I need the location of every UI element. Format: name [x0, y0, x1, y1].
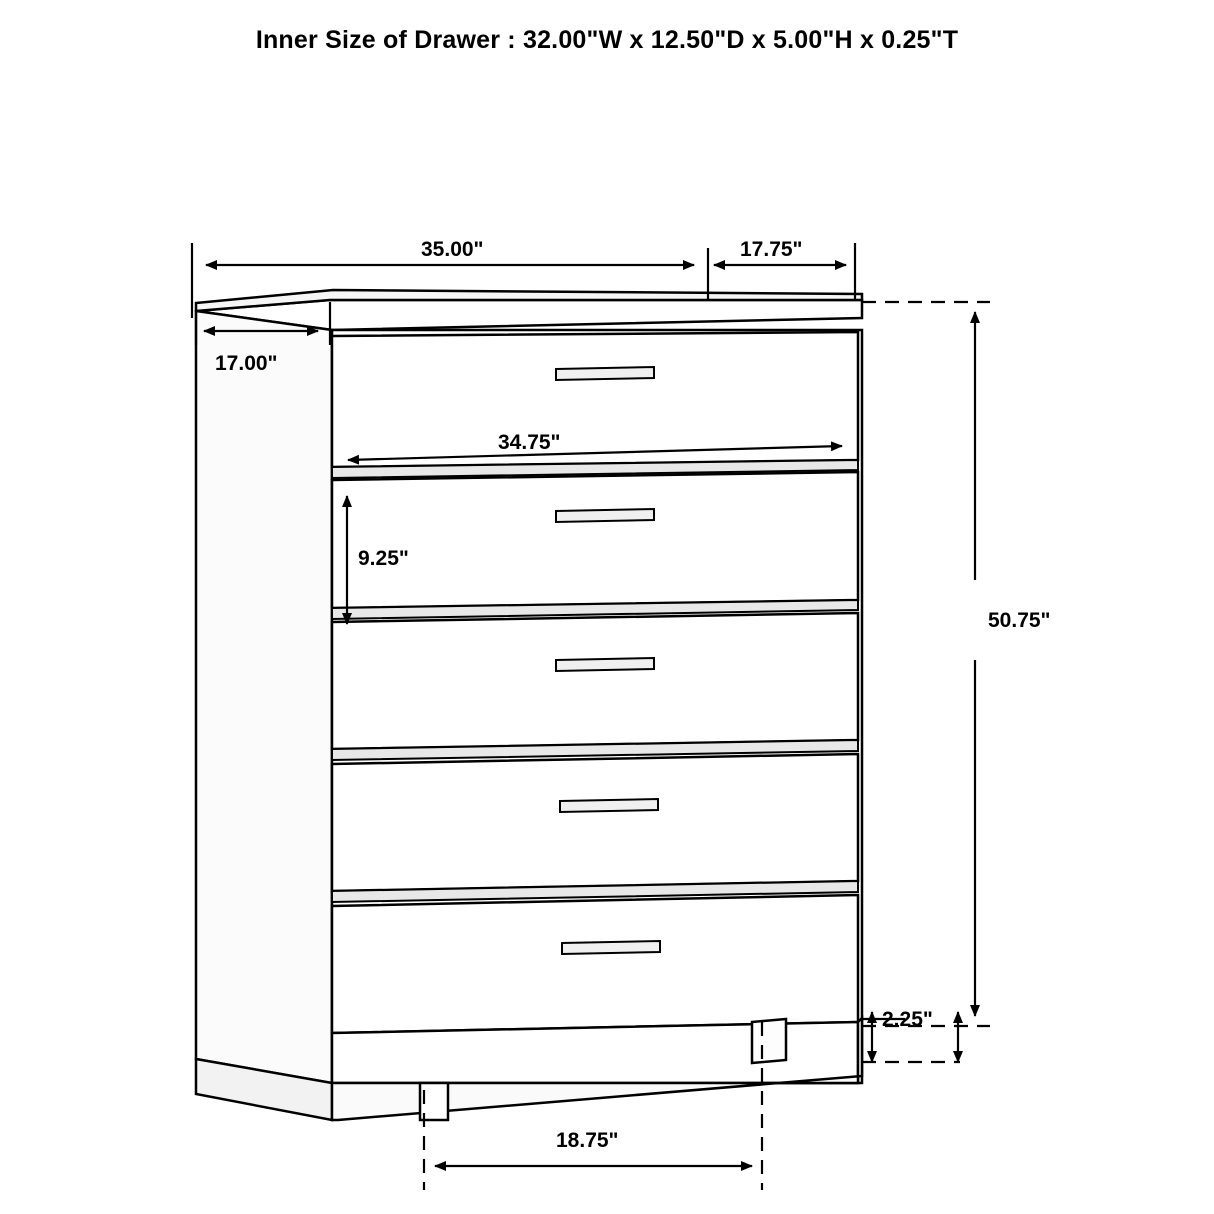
dim-drawer-height: 9.25"	[358, 547, 409, 570]
dim-leg-span: 18.75"	[556, 1129, 619, 1152]
dim-overall-height: 50.75"	[988, 609, 1051, 632]
dim-front-width: 35.00"	[421, 238, 484, 261]
dim-drawer-front-width: 34.75"	[498, 431, 561, 454]
dim-leg-height: 2.25"	[882, 1008, 933, 1031]
page-title: Inner Size of Drawer : 32.00"W x 12.50"D x 5.00"H x 0.25"T	[255, 26, 959, 54]
dim-side-depth: 17.00"	[215, 352, 278, 375]
dim-top-depth: 17.75"	[740, 238, 803, 261]
chest-body	[196, 290, 862, 1120]
